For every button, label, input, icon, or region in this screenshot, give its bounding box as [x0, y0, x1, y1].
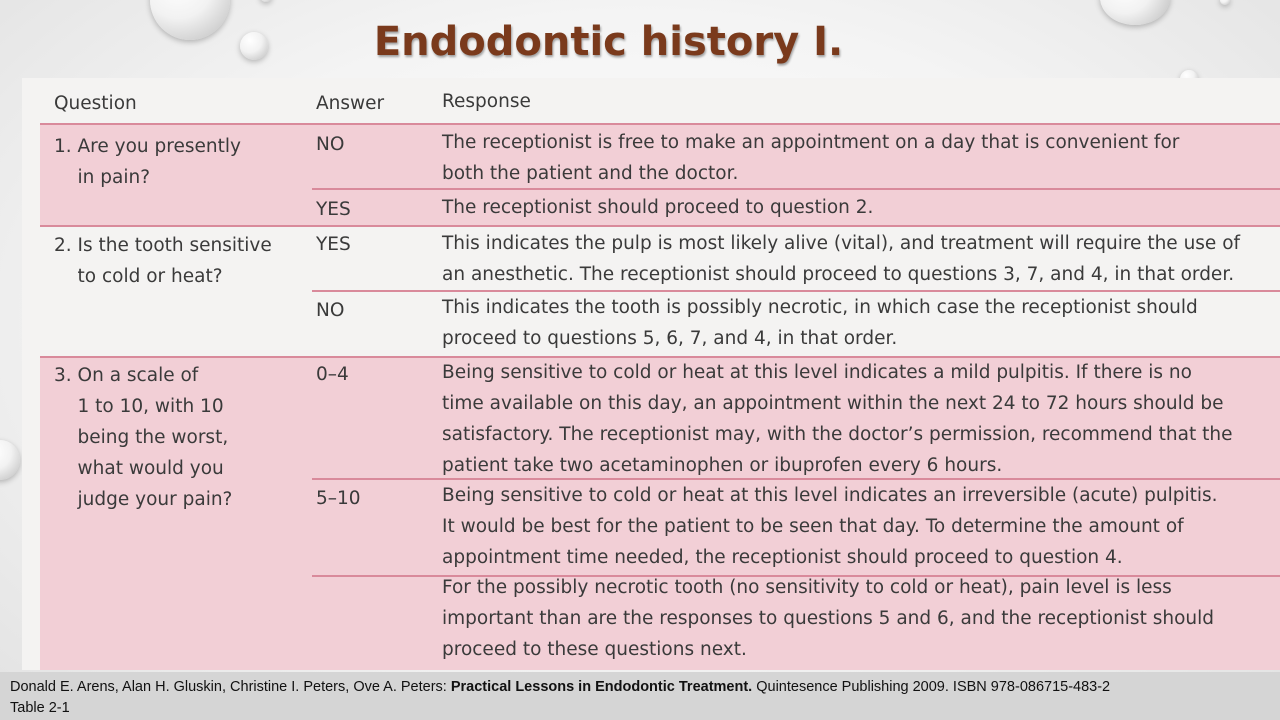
header-question: Question [54, 93, 137, 114]
slide-title: Endodontic history I. [373, 19, 844, 65]
header-response: Response [442, 91, 531, 112]
answer-q2-no: NO [316, 300, 345, 321]
question-2: 2. Is the tooth sensitive to cold or heat? [54, 235, 272, 287]
citation-table-ref: Table 2-1 [10, 700, 70, 716]
citation-authors: Donald E. Arens, Alan H. Gluskin, Christine I. Peters, Ove A. Peters: [10, 679, 451, 695]
water-droplet [0, 440, 20, 480]
response-q1-yes: The receptionist should proceed to question 2. [442, 197, 874, 218]
question-1: 1. Are you presently in pain? [54, 136, 241, 188]
water-droplet [260, 0, 272, 2]
answer-q1-no: NO [316, 134, 345, 155]
response-q3-necrotic: For the possibly necrotic tooth (no sensitivity to cold or heat), pain level is less important than are the responses to questions 5 and 6, and the receptionist should proceed to these questions next. [442, 577, 1214, 660]
question-3: 3. On a scale of 1 to 10, with 10 being the worst, what would you judge your pain? [54, 365, 233, 510]
header-rule [40, 123, 1280, 125]
header-answer: Answer [316, 93, 385, 114]
water-droplet [1220, 0, 1230, 5]
citation-book-title: Practical Lessons in Endodontic Treatment. [450, 679, 753, 695]
response-q1-no: The receptionist is free to make an appointment on a day that is convenient for both the patient and the doctor. [442, 132, 1180, 184]
response-q2-yes: This indicates the pulp is most likely alive (vital), and treatment will require the use of an anesthetic. The receptionist should proceed to questions 3, 7, and 4, in that order. [442, 233, 1241, 285]
response-q3-0-4: Being sensitive to cold or heat at this level indicates a mild pulpitis. If there is no time available on this day, an appointment within the next 24 to 72 hours should be satisfactory. The receptionist may, with the doctor’s permission, recommend that the patient take two acetaminophen or ibuprofen every 6 hours. [442, 362, 1233, 476]
answer-q2-yes: YES [316, 234, 351, 255]
response-q3-5-10: Being sensitive to cold or heat at this level indicates an irreversible (acute) pulpitis. It would be best for the patient to be seen that day. To determine the amount of appointment time needed, the receptionist should proceed to question 4. [442, 485, 1218, 568]
answer-q3-5-10: 5–10 [316, 488, 361, 509]
answer-q3-0-4: 0–4 [316, 364, 349, 385]
citation-bar [0, 672, 1280, 720]
answer-q1-yes: YES [316, 199, 351, 220]
response-q2-no: This indicates the tooth is possibly necrotic, in which case the receptionist should proceed to questions 5, 6, 7, and 4, in that order. [442, 297, 1198, 349]
row-rule [40, 225, 1280, 227]
citation-publisher: Quintesence Publishing 2009. ISBN 978-086715-483-2 [752, 679, 1111, 695]
endodontic-history-table [22, 78, 1280, 670]
citation-line [10, 677, 1110, 697]
